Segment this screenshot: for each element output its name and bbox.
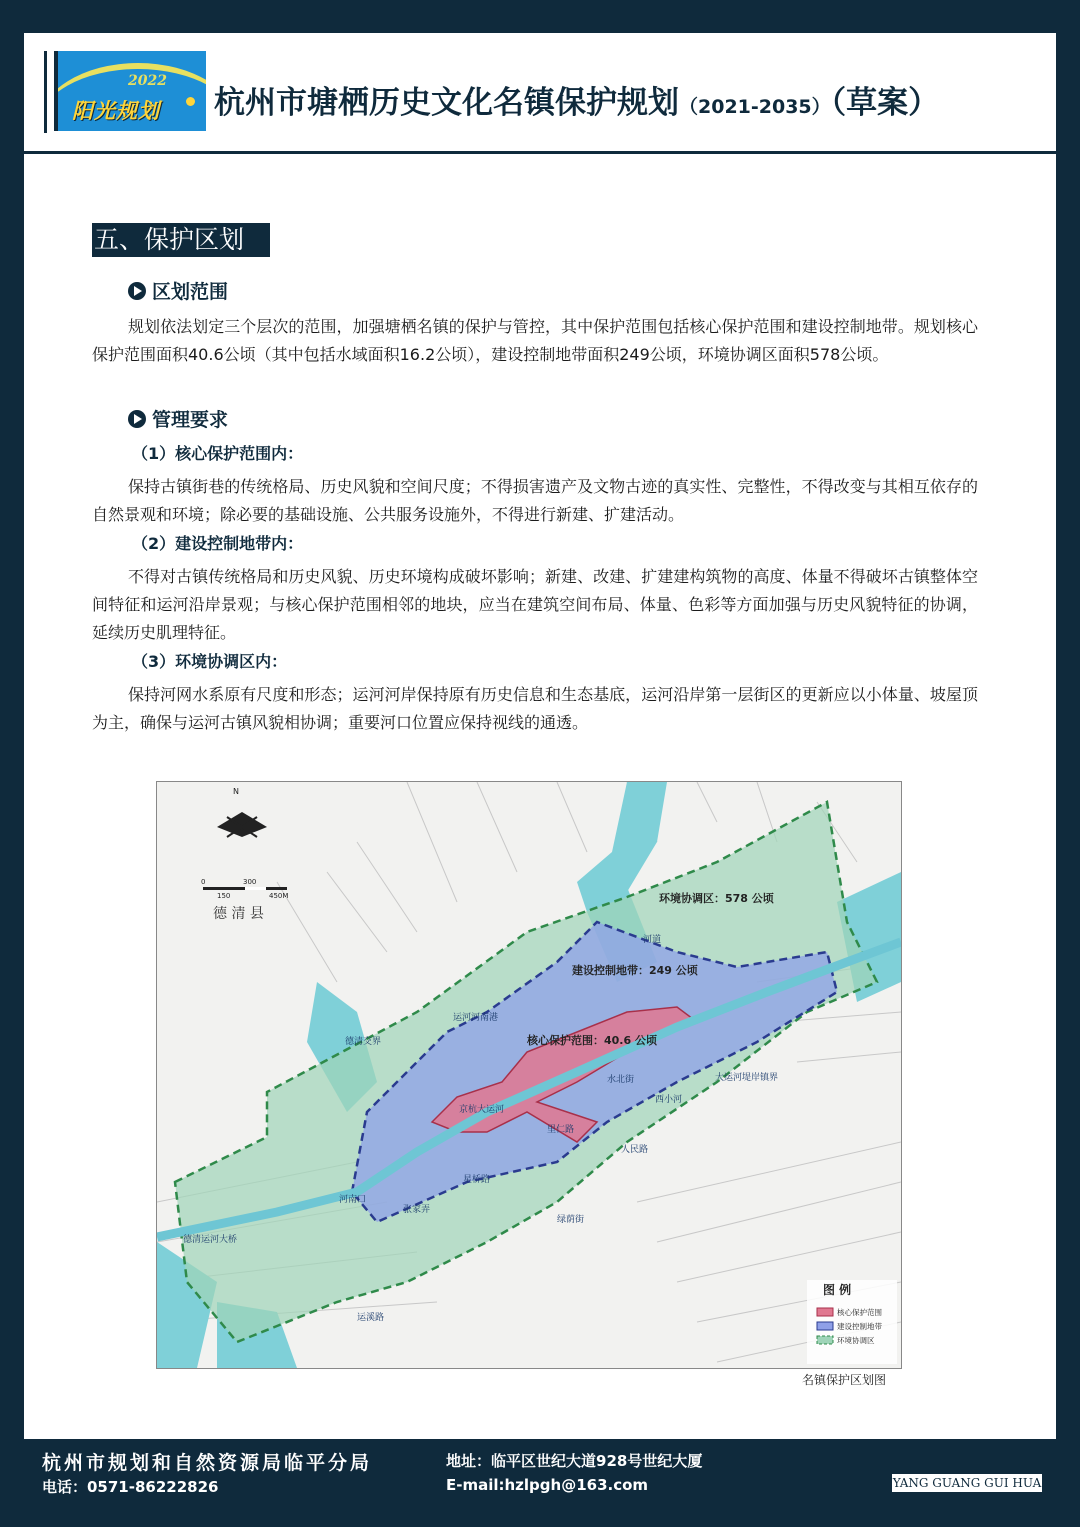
logo-dot [186, 97, 195, 106]
page-sheet [24, 33, 1056, 1439]
legend-title: 图 例 [823, 1283, 852, 1297]
north-label: N [233, 787, 239, 796]
logo-bar [44, 51, 47, 133]
section-title-text: 五、保护区划 [94, 225, 245, 254]
logo-year: 2022 [128, 73, 167, 89]
logo-text: 阳光规划 [72, 99, 160, 123]
map-caption: 名镇保护区划图 [802, 1373, 887, 1387]
label-core-zone: 核心保护范围：40.6 公顷 [527, 1034, 657, 1047]
subhead-management-text: 管理要求 [152, 409, 229, 431]
subhead-management [128, 405, 228, 432]
road-label: 水北街 [607, 1075, 635, 1085]
scale-bar [203, 887, 287, 890]
road-label: 京杭大运河 [459, 1105, 505, 1115]
subhead-scope-text: 区划范围 [152, 281, 229, 303]
legend-swatch-build [817, 1322, 833, 1330]
legend-core: 核心保护范围 [837, 1308, 882, 1317]
paragraph-scope: 规划依法划定三个层次的范围，加强塘栖名镇的保护与管控，其中保护范围包括核心保护范围和建设控制地带。规划核心保护范围面积40.6公顷（其中包括水域面积16.2公顷），建设控制地带面积249公顷，环境协调区面积578公顷。 [92, 317, 978, 364]
play-circle-icon [128, 410, 146, 428]
zoning-map-svg [157, 782, 901, 1368]
paragraph-core: 保持古镇街巷的传统格局、历史风貌和空间尺度；不得损害遗产及文物古迹的真实性、完整性，不得改变与其相互依存的自然景观和环境；除必要的基础设施、公共服务设施外，不得进行新建、扩建活动。 [92, 477, 978, 524]
footer-address: 地址：临平区世纪大道928号世纪大厦 [446, 1452, 703, 1470]
road-label: 人民路 [621, 1145, 649, 1155]
road-label: 星桥路 [463, 1175, 491, 1185]
subhead-scope [128, 277, 228, 304]
label-env-zone: 环境协调区：578 公顷 [659, 892, 774, 905]
road-label: 德清运河大桥 [183, 1235, 238, 1245]
road-label: 运河河南港 [453, 1013, 499, 1023]
section-title [92, 223, 270, 257]
scale-0: 0 [201, 878, 206, 886]
zoning-map [156, 781, 902, 1369]
scale-2: 300 [243, 878, 257, 886]
document-title [214, 77, 939, 122]
item-env-heading: （3）环境协调区内： [132, 652, 288, 671]
footer-tag: YANG GUANG GUI HUA [892, 1476, 1042, 1490]
logo [54, 51, 206, 131]
legend-swatch-core [817, 1308, 833, 1316]
play-circle-icon [128, 282, 146, 300]
footer-email: E-mail:hzlpgh@163.com [446, 1476, 649, 1494]
title-years: （2021-2035） [679, 96, 831, 118]
item-core-heading: （1）核心保护范围内： [132, 444, 304, 463]
legend-build: 建设控制地带 [837, 1322, 882, 1331]
label-build-zone: 建设控制地带：249 公顷 [572, 964, 698, 977]
road-label: 里仁路 [547, 1125, 575, 1135]
header-rule [24, 151, 1056, 154]
paragraph-env: 保持河网水系原有尺度和形态；运河河岸保持原有历史信息和生态基底，运河沿岸第一层街区的更新应以小体量、坡屋顶为主，确保与运河古镇风貌相协调；重要河口位置应保持视线的通透。 [92, 685, 978, 732]
road-label: 河道 [643, 935, 662, 945]
item-build-heading: （2）建设控制地带内： [132, 534, 304, 553]
road-label: 运溪路 [357, 1313, 385, 1323]
road-label: 绿荫街 [557, 1215, 585, 1225]
scale-3: 450M [269, 892, 289, 900]
title-main: 杭州市塘栖历史文化名镇保护规划 [214, 85, 679, 121]
road-label: 德清交界 [345, 1037, 382, 1047]
paragraph-build: 不得对古镇传统格局和历史风貌、历史环境构成破坏影响；新建、改建、扩建建构筑物的高度、体量不得破坏古镇整体空间特征和运河沿岸景观；与核心保护范围相邻的地块，应当在建筑空间布局、体量、色彩等方面加强与历史风貌特征的协调，延续历史肌理特征。 [92, 567, 978, 642]
legend-swatch-env [817, 1336, 833, 1344]
scale-1: 150 [217, 892, 231, 900]
footer-phone: 电话：0571-86222826 [42, 1478, 219, 1496]
road-label: 西小河 [655, 1095, 683, 1105]
road-label: 大运河堤岸镇界 [715, 1073, 779, 1083]
footer-organization: 杭州市规划和自然资源局临平分局 [42, 1452, 373, 1474]
legend-env: 环境协调区 [837, 1336, 875, 1345]
road-label: 张家弄 [403, 1205, 431, 1215]
road-label: 河南口 [339, 1195, 367, 1205]
title-suffix: （草案） [830, 85, 940, 121]
county-label: 德 清 县 [213, 906, 264, 922]
